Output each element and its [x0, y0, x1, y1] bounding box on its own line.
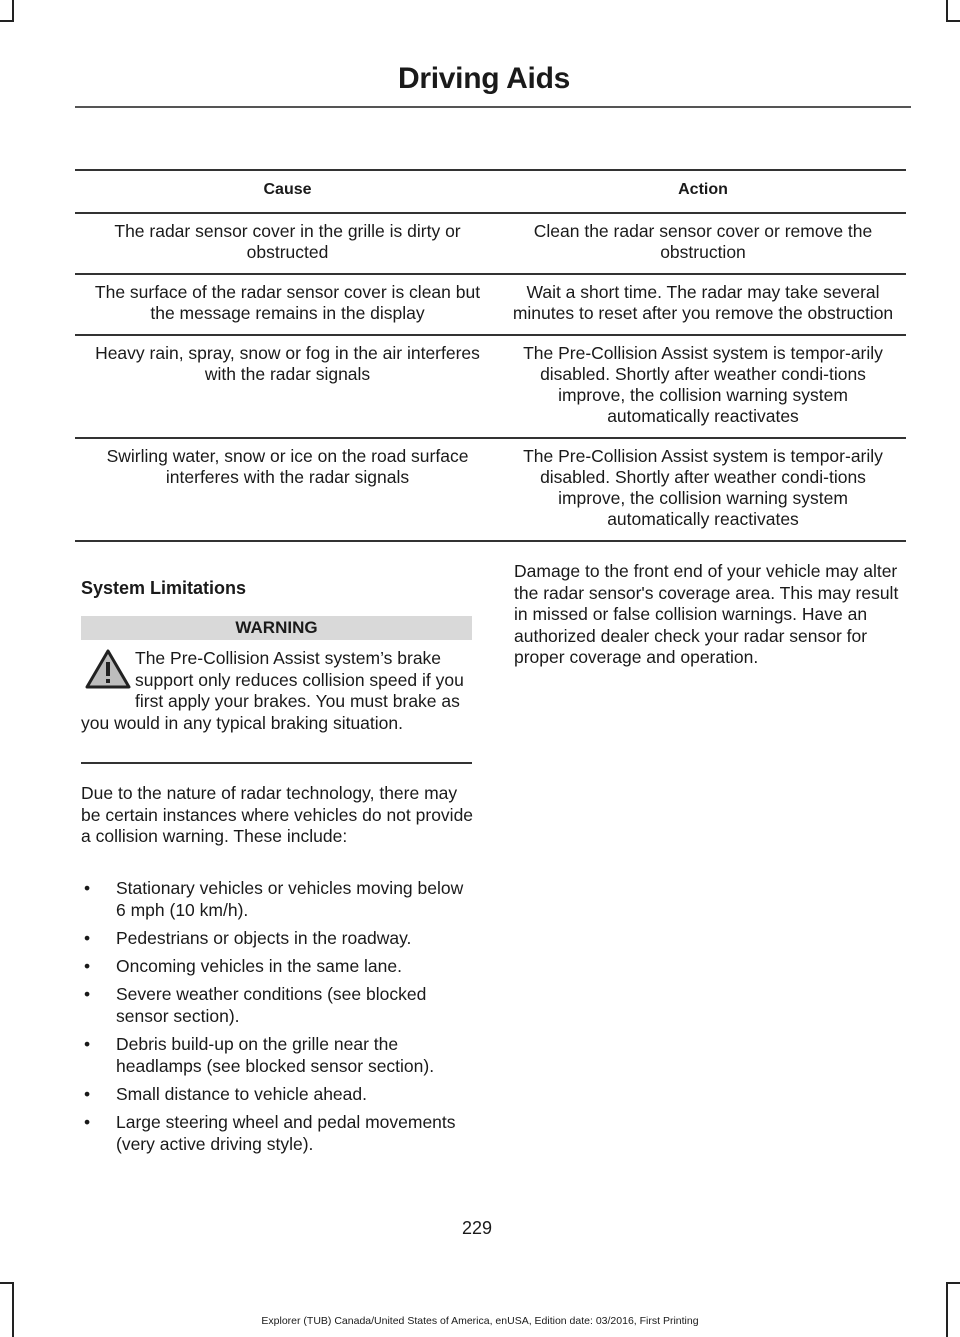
bullet-icon: • [84, 1112, 91, 1133]
action-cell: The Pre-Collision Assist system is tempor-arily disabled. Shortly after weather condi-tions improve, the collision warning system automatically reactivates [500, 335, 906, 438]
crop-mark [946, 1282, 960, 1284]
bullet-icon: • [84, 927, 91, 948]
intro-paragraph: Due to the nature of radar technology, there may be certain instances where vehicles do not provide a collision warning. These include: [81, 783, 474, 846]
list-item: • Large steering wheel and pedal movements (very active driving style). [84, 1112, 456, 1154]
table-row [75, 274, 906, 335]
crop-mark [946, 1282, 948, 1337]
cause-action-table [75, 169, 906, 542]
bullet-icon: • [84, 878, 91, 898]
column-header-action: Action [500, 170, 906, 213]
action-cell: Wait a short time. The radar may take several minutes to reset after you remove the obstruction [500, 274, 906, 335]
action-cell: Clean the radar sensor cover or remove the obstruction [500, 213, 906, 274]
warning-box [81, 648, 473, 734]
cause-cell: Swirling water, snow or ice on the road surface interferes with the radar signals [75, 438, 500, 541]
damage-paragraph: Damage to the front end of your vehicle may alter the radar sensor's coverage area. This may result in missed or false collision warnings. Have an authorized dealer check your radar sensor for proper coverage and operation. [514, 561, 899, 667]
header-divider [75, 106, 911, 108]
warning-banner: WARNING [81, 616, 472, 640]
crop-mark [12, 0, 14, 22]
list-item: • Debris build-up on the grille near the headlamps (see blocked sensor section). [84, 1034, 435, 1076]
crop-mark [946, 20, 960, 22]
crop-mark [0, 1282, 14, 1284]
column-header-cause: Cause [75, 170, 500, 213]
list-item: • Oncoming vehicles in the same lane. [84, 956, 402, 977]
crop-mark [12, 1282, 14, 1337]
warning-divider [81, 762, 472, 764]
bullet-icon: • [84, 1034, 91, 1055]
bullet-icon: • [84, 1083, 91, 1104]
cause-cell: Heavy rain, spray, snow or fog in the air interferes with the radar signals [75, 335, 500, 438]
page-number: 229 [462, 1218, 493, 1238]
table-header-row [75, 170, 906, 213]
crop-mark [0, 20, 14, 22]
table-row [75, 335, 906, 438]
cause-cell: The surface of the radar sensor cover is clean but the message remains in the display [75, 274, 500, 335]
list-item: • Stationary vehicles or vehicles moving below 6 mph (10 km/h). [84, 878, 464, 920]
warning-triangle-icon [84, 648, 132, 690]
footer-text: Explorer (TUB) Canada/United States of America, enUSA, Edition date: 03/2016, First Printing [261, 1315, 699, 1327]
section-heading: System Limitations [81, 578, 247, 598]
action-cell: The Pre-Collision Assist system is tempor-arily disabled. Shortly after weather condi-tions improve, the collision warning system automatically reactivates [500, 438, 906, 541]
bullet-icon: • [84, 956, 91, 977]
table-row [75, 438, 906, 541]
list-item: • Pedestrians or objects in the roadway. [84, 927, 412, 948]
limitations-list [81, 878, 476, 1162]
list-item: • Small distance to vehicle ahead. [84, 1083, 367, 1104]
table-row [75, 213, 906, 274]
cause-cell: The radar sensor cover in the grille is dirty or obstructed [75, 213, 500, 274]
page-title: Driving Aids [398, 62, 570, 95]
list-item: • Severe weather conditions (see blocked sensor section). [84, 984, 427, 1026]
warning-text: The Pre-Collision Assist system’s brake support only reduces collision speed if you first apply your brakes. You must brake as you would in any typical braking situation. [81, 648, 464, 733]
crop-mark [946, 0, 948, 22]
bullet-icon: • [84, 984, 91, 1005]
